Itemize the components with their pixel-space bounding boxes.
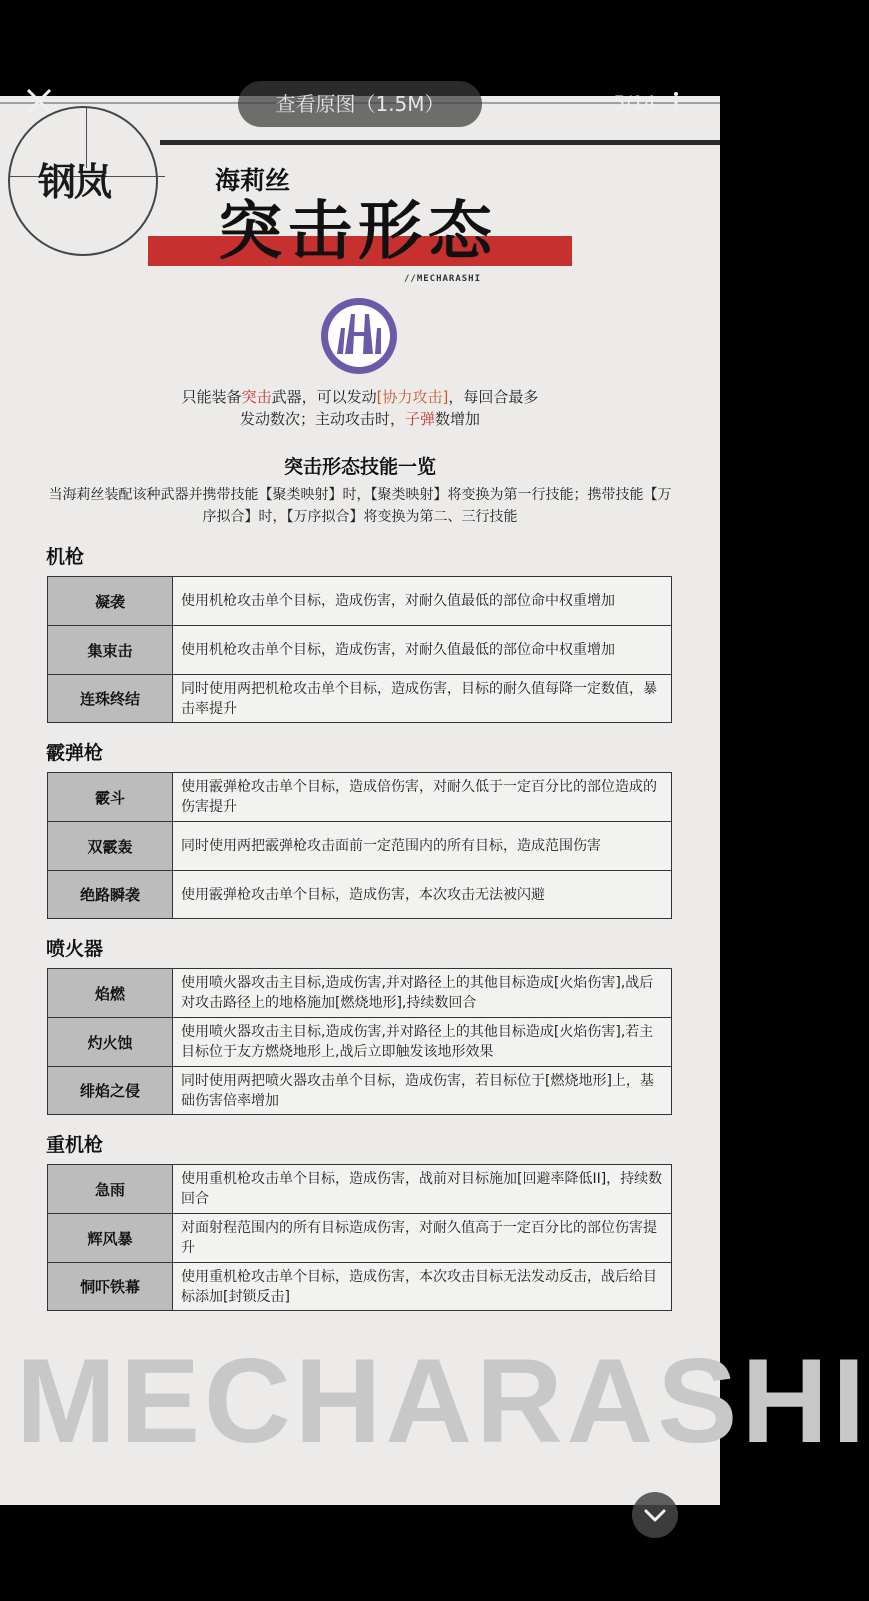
skill-name: 焰燃 [48,969,173,1017]
chevron-down-icon [632,1492,678,1538]
skill-name: 凝袭 [48,577,173,625]
intro-text: 只能装备 [181,388,242,406]
skill-desc: 同时使用两把喷火器攻击单个目标，造成伤害，若目标位于[燃烧地形]上，基础伤害倍率增加 [173,1067,671,1114]
skill-name: 恫吓铁幕 [48,1263,173,1310]
table-row [47,1066,672,1115]
skill-desc: 使用喷火器攻击主目标,造成伤害,并对路径上的其他目标造成[火焰伤害],战后对攻击路径上的地格施加[燃烧地形],持续数回合 [173,969,671,1017]
table-row [47,1164,672,1213]
page-counter: 5/14 [613,92,656,114]
skill-name: 连珠终结 [48,675,173,722]
assault-emblem-icon [319,296,399,376]
collapse-button[interactable] [632,1492,678,1538]
character-name: 海莉丝 [215,166,291,195]
intro-highlight: 子弹 [404,410,435,428]
intro-text: ，每回合最多 [448,388,539,406]
skill-name: 灼火蚀 [48,1018,173,1066]
game-logo: 钢岚 [38,159,111,204]
intro-text: 数增加 [435,410,481,428]
category-flamethrower: 喷火器 [46,938,104,960]
form-intro [60,386,660,430]
skill-table [47,576,672,723]
view-original-button[interactable]: 查看原图（1.5M） [238,81,482,127]
more-options-icon[interactable] [664,88,688,118]
skills-section-desc: 当海莉丝装配该种武器并携带技能【聚类映射】时，【聚类映射】将变换为第一行技能；携带技能【万序拟合】时，【万序拟合】将变换为第二、三行技能 [48,487,672,525]
skill-table [47,968,672,1115]
skill-name: 绯焰之侵 [48,1067,173,1114]
table-row [47,1017,672,1066]
skill-table [47,772,672,919]
intro-highlight: [协力攻击] [376,388,449,406]
brand-watermark: MECHARASHI [16,1334,869,1468]
skill-desc: 使用霰弹枪攻击单个目标，造成倍伤害，对耐久低于一定百分比的部位造成的伤害提升 [173,773,671,821]
table-row [47,576,672,625]
skill-desc: 使用机枪攻击单个目标，造成伤害，对耐久值最低的部位命中权重增加 [173,626,671,674]
table-row [47,870,672,919]
intro-text: 发动数次；主动攻击时， [239,410,405,428]
category-shotgun: 霰弹枪 [46,742,104,764]
skill-desc: 使用霰弹枪攻击单个目标，造成伤害，本次攻击无法被闪避 [173,871,671,918]
skill-desc: 使用重机枪攻击单个目标，造成伤害，战前对目标施加[回避率降低II]，持续数回合 [173,1165,671,1213]
poster-image[interactable] [0,96,869,1505]
table-row [47,1213,672,1262]
skill-desc: 对面射程范围内的所有目标造成伤害，对耐久值高于一定百分比的部位伤害提升 [173,1214,671,1262]
form-title: 突击形态 [218,195,498,269]
intro-text: 武器，可以发动 [271,388,377,406]
skill-name: 急雨 [48,1165,173,1213]
skill-desc: 使用机枪攻击单个目标，造成伤害，对耐久值最低的部位命中权重增加 [173,577,671,625]
table-row [47,1262,672,1311]
table-row [47,674,672,723]
skill-desc: 同时使用两把霰弹枪攻击面前一定范围内的所有目标，造成范围伤害 [173,822,671,870]
viewer-bottom-bar [0,1505,720,1601]
skill-name: 集束击 [48,626,173,674]
intro-highlight: 突击 [241,388,272,406]
skill-name: 绝路瞬袭 [48,871,173,918]
skill-name: 霰斗 [48,773,173,821]
brand-tag: //MECHARASHI [404,274,482,284]
skill-name: 双霰轰 [48,822,173,870]
table-row [47,968,672,1017]
category-heavy-machine-gun: 重机枪 [46,1134,104,1156]
skill-desc: 同时使用两把机枪攻击单个目标，造成伤害，目标的耐久值每降一定数值，暴击率提升 [173,675,671,722]
skill-name: 辉风暴 [48,1214,173,1262]
table-row [47,625,672,674]
skill-table [47,1164,672,1311]
header-rule [160,140,720,145]
skill-desc: 使用重机枪攻击单个目标，造成伤害，本次攻击目标无法发动反击，战后给目标添加[封锁反击] [173,1263,671,1310]
category-machine-gun: 机枪 [46,546,85,568]
skill-desc: 使用喷火器攻击主目标,造成伤害,并对路径上的其他目标造成[火焰伤害],若主目标位于友方燃烧地形上,战后立即触发该地形效果 [173,1018,671,1066]
table-row [47,821,672,870]
skills-section-title: 突击形态技能一览 [283,456,436,478]
close-icon[interactable] [22,86,56,116]
table-row [47,772,672,821]
